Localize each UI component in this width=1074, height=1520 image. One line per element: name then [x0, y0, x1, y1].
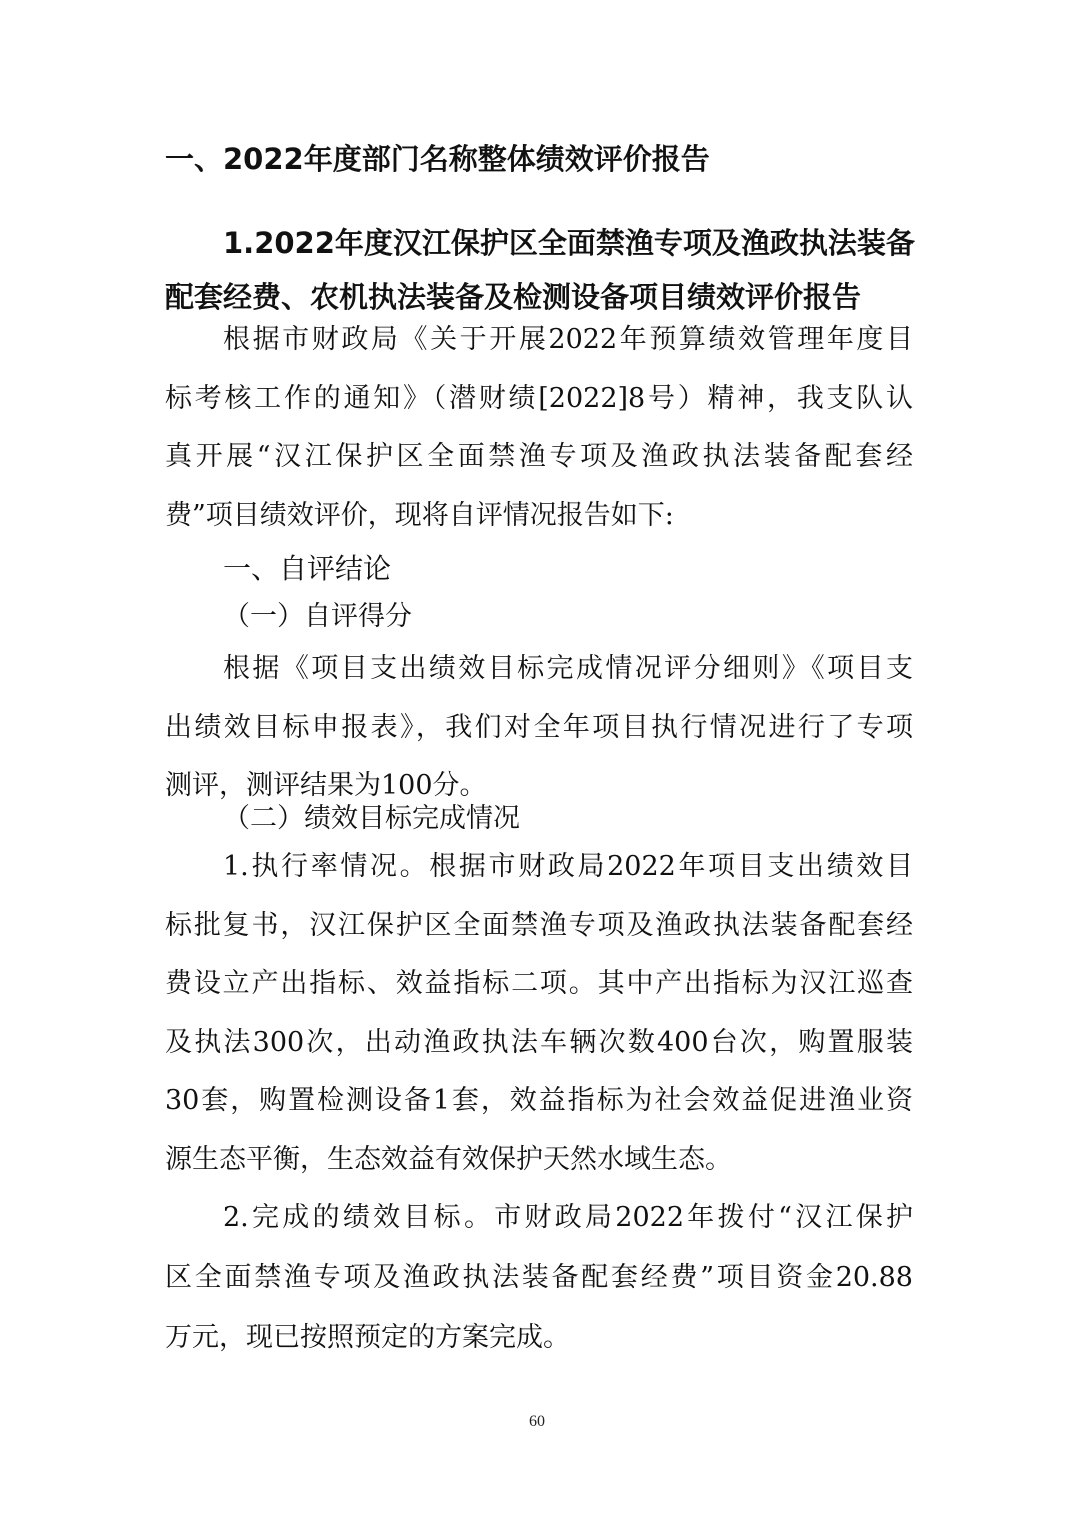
section-title: 一、自评结论 [223, 552, 392, 585]
paragraph-line: 及执法300次，出动渔政执法车辆次数400台次，购置服装 [165, 1026, 913, 1058]
paragraph-line: 出绩效目标申报表》，我们对全年项目执行情况进行了专项 [165, 711, 913, 743]
subsection-title: （二）绩效目标完成情况 [223, 803, 520, 834]
subsection-title-score [165, 588, 913, 647]
paragraph-line: 费”项目绩效评价，现将自评情况报告如下: [165, 499, 674, 531]
report-title-line: 1.2022年度汉江保护区全面禁渔专项及渔政执法装备 [223, 226, 915, 260]
completed-goals-paragraph [165, 1188, 913, 1368]
paragraph-line: 费设立产出指标、效益指标二项。其中产出指标为汉江巡查 [165, 968, 913, 999]
page-number: 60 [529, 1413, 545, 1430]
paragraph-line: 根据市财政局《关于开展2022年预算绩效管理年度目 [223, 324, 913, 355]
paragraph-line: 2.完成的绩效目标。市财政局2022年拨付“汉江保护 [223, 1202, 913, 1233]
paragraph-line: 区全面禁渔专项及渔政执法装备配套经费”项目资金20.88 [165, 1262, 913, 1293]
paragraph-line: 真开展“汉江保护区全面禁渔专项及渔政执法装备配套经 [165, 441, 913, 472]
paragraph-line: 标批复书，汉江保护区全面禁渔专项及渔政执法装备配套经 [165, 909, 913, 941]
paragraph-line: 标考核工作的通知》（潜财绩[2022]8号）精神，我支队认 [165, 382, 913, 414]
report-title [165, 216, 913, 324]
report-title-line: 配套经费、农机执法装备及检测设备项目绩效评价报告 [165, 280, 862, 314]
page-heading: 一、2022年度部门名称整体绩效评价报告 [165, 142, 710, 176]
paragraph-line: 万元，现已按照预定的方案完成。 [165, 1322, 570, 1353]
subsection-title: （一）自评得分 [223, 601, 412, 632]
execution-rate-paragraph [165, 838, 913, 1189]
paragraph-line: 1.执行率情况。根据市财政局2022年项目支出绩效目 [223, 851, 913, 882]
paragraph-line: 源生态平衡，生态效益有效保护天然水域生态。 [165, 1143, 732, 1175]
paragraph-line: 测评，测评结果为100分。 [165, 770, 487, 801]
intro-paragraph [165, 311, 913, 545]
paragraph-line: 30套，购置检测设备1套，效益指标为社会效益促进渔业资 [165, 1085, 913, 1116]
paragraph-line: 根据《项目支出绩效目标完成情况评分细则》《项目支 [223, 653, 913, 684]
